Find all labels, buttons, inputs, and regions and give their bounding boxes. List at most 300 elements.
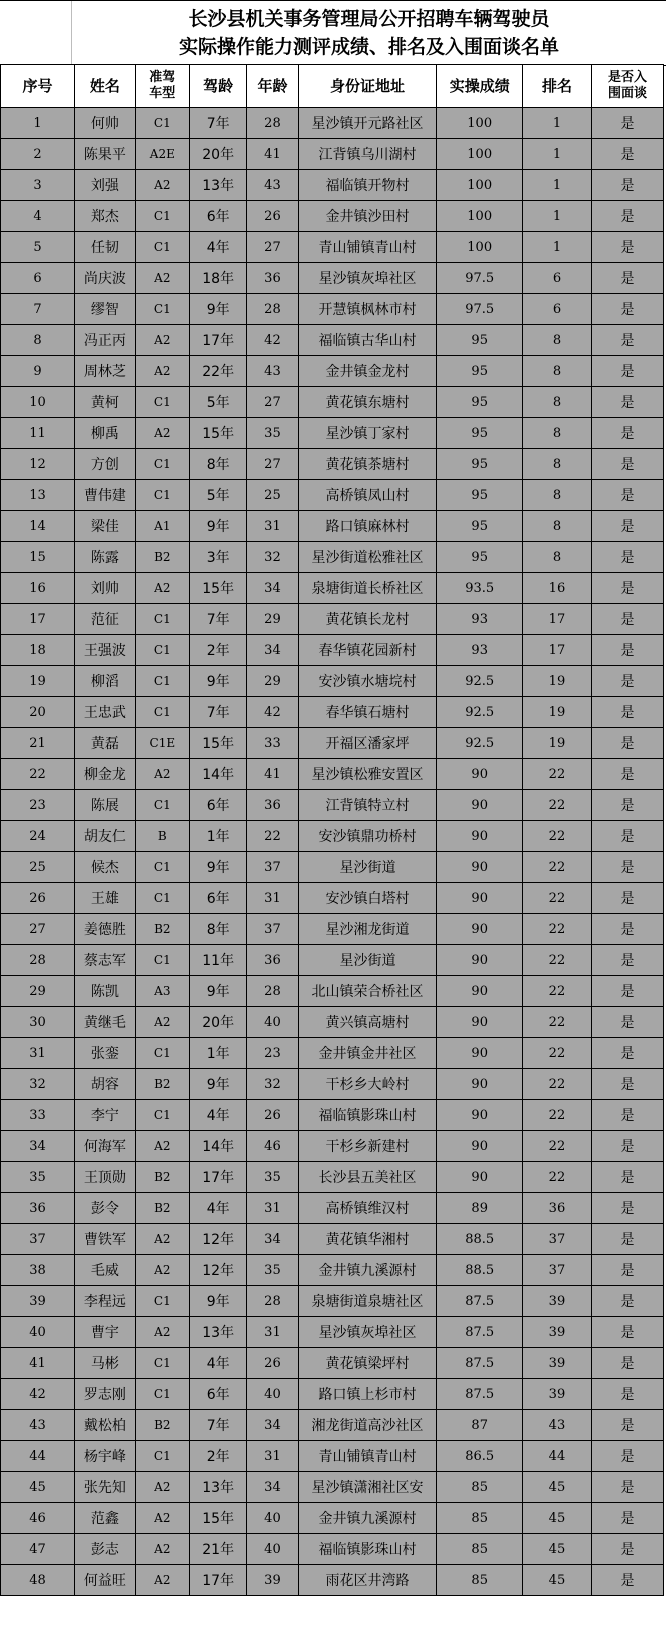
driving-years-cell: 4年 [189,1193,246,1224]
name-cell: 候杰 [75,852,136,883]
header-name: 姓名 [75,65,136,108]
score-cell: 90 [437,883,523,914]
rank-cell: 22 [523,914,592,945]
shortlist-cell: 是 [591,821,663,852]
score-cell: 95 [437,511,523,542]
driving-years-cell: 6年 [189,883,246,914]
license-cell: A2 [135,1007,189,1038]
header-rank: 排名 [523,65,592,108]
name-cell: 李宁 [75,1100,136,1131]
shortlist-cell: 是 [591,449,663,480]
name-cell: 彭志 [75,1534,136,1565]
license-cell: A2 [135,1565,189,1596]
table-row [1,1348,664,1379]
score-cell: 95 [437,418,523,449]
name-cell: 周林芝 [75,356,136,387]
score-cell: 95 [437,325,523,356]
license-cell: C1 [135,480,189,511]
age-cell: 31 [247,511,298,542]
rank-cell: 1 [523,201,592,232]
address-cell: 星沙镇开元路社区 [298,108,437,139]
age-cell: 31 [247,1441,298,1472]
address-cell: 金井镇九溪源村 [298,1503,437,1534]
score-cell: 95 [437,480,523,511]
table-row [1,976,664,1007]
table-row [1,108,664,139]
seq-cell: 7 [1,294,75,325]
age-cell: 37 [247,852,298,883]
driving-years-cell: 8年 [189,449,246,480]
license-cell: C1 [135,294,189,325]
license-cell: B2 [135,1410,189,1441]
rank-cell: 1 [523,139,592,170]
age-cell: 34 [247,635,298,666]
license-cell: C1 [135,201,189,232]
seq-cell: 19 [1,666,75,697]
license-cell: A2E [135,139,189,170]
name-cell: 黄磊 [75,728,136,759]
address-cell: 星沙街道松雅社区 [298,542,437,573]
age-cell: 40 [247,1007,298,1038]
age-cell: 28 [247,294,298,325]
name-cell: 何海军 [75,1131,136,1162]
license-cell: C1 [135,1286,189,1317]
seq-cell: 1 [1,108,75,139]
driving-years-cell: 20年 [189,139,246,170]
driving-years-cell: 9年 [189,852,246,883]
address-cell: 泉塘街道长桥社区 [298,573,437,604]
score-cell: 90 [437,1007,523,1038]
score-cell: 90 [437,1162,523,1193]
driving-years-cell: 22年 [189,356,246,387]
shortlist-cell: 是 [591,387,663,418]
name-cell: 黄柯 [75,387,136,418]
address-cell: 干杉乡大岭村 [298,1069,437,1100]
shortlist-cell: 是 [591,1441,663,1472]
address-cell: 金井镇金井社区 [298,1038,437,1069]
score-cell: 87.5 [437,1286,523,1317]
license-cell: B2 [135,1162,189,1193]
driving-years-cell: 7年 [189,1410,246,1441]
name-cell: 杨宇峰 [75,1441,136,1472]
address-cell: 湘龙街道高沙社区 [298,1410,437,1441]
score-cell: 87.5 [437,1348,523,1379]
seq-cell: 17 [1,604,75,635]
license-cell: A2 [135,1472,189,1503]
name-cell: 陈果平 [75,139,136,170]
table-row [1,139,664,170]
driving-years-cell: 11年 [189,945,246,976]
header-seq: 序号 [1,65,75,108]
seq-cell: 48 [1,1565,75,1596]
table-row [1,821,664,852]
license-cell: A2 [135,418,189,449]
license-cell: B2 [135,542,189,573]
score-cell: 88.5 [437,1255,523,1286]
seq-cell: 15 [1,542,75,573]
shortlist-cell: 是 [591,1007,663,1038]
table-row [1,790,664,821]
rank-cell: 8 [523,542,592,573]
address-cell: 江背镇乌川湖村 [298,139,437,170]
seq-cell: 45 [1,1472,75,1503]
rank-cell: 36 [523,1193,592,1224]
driving-years-cell: 4年 [189,232,246,263]
name-cell: 柳金龙 [75,759,136,790]
shortlist-cell: 是 [591,1224,663,1255]
table-row [1,418,664,449]
rank-cell: 22 [523,1131,592,1162]
shortlist-cell: 是 [591,1038,663,1069]
driving-years-cell: 15年 [189,573,246,604]
name-cell: 陈凯 [75,976,136,1007]
shortlist-cell: 是 [591,1472,663,1503]
seq-cell: 44 [1,1441,75,1472]
shortlist-cell: 是 [591,325,663,356]
name-cell: 胡友仁 [75,821,136,852]
table-row [1,325,664,356]
rank-cell: 39 [523,1286,592,1317]
seq-cell: 30 [1,1007,75,1038]
driving-years-cell: 9年 [189,666,246,697]
rank-cell: 22 [523,1069,592,1100]
table-row [1,511,664,542]
rank-cell: 19 [523,728,592,759]
shortlist-cell: 是 [591,511,663,542]
age-cell: 34 [247,573,298,604]
rank-cell: 22 [523,1038,592,1069]
age-cell: 23 [247,1038,298,1069]
address-cell: 星沙镇潇湘社区安 [298,1472,437,1503]
driving-years-cell: 4年 [189,1348,246,1379]
name-cell: 戴松柏 [75,1410,136,1441]
license-cell: A2 [135,1317,189,1348]
score-cell: 92.5 [437,697,523,728]
score-cell: 90 [437,945,523,976]
license-cell: A2 [135,1503,189,1534]
name-cell: 陈露 [75,542,136,573]
score-cell: 88.5 [437,1224,523,1255]
score-cell: 93 [437,635,523,666]
name-cell: 张先知 [75,1472,136,1503]
rank-cell: 22 [523,1007,592,1038]
name-cell: 曹宇 [75,1317,136,1348]
license-cell: C1 [135,1379,189,1410]
header-shortlist [591,65,663,108]
name-cell: 柳滔 [75,666,136,697]
table-row [1,1100,664,1131]
age-cell: 29 [247,666,298,697]
seq-cell: 27 [1,914,75,945]
shortlist-cell: 是 [591,542,663,573]
license-cell: C1 [135,697,189,728]
age-cell: 26 [247,201,298,232]
address-cell: 干杉乡新建村 [298,1131,437,1162]
driving-years-cell: 13年 [189,1317,246,1348]
seq-cell: 46 [1,1503,75,1534]
score-cell: 93 [437,604,523,635]
score-cell: 100 [437,201,523,232]
shortlist-cell: 是 [591,1317,663,1348]
license-cell: C1 [135,387,189,418]
age-cell: 27 [247,232,298,263]
table-row [1,1131,664,1162]
name-cell: 王雄 [75,883,136,914]
rank-cell: 22 [523,883,592,914]
name-cell: 何帅 [75,108,136,139]
shortlist-cell: 是 [591,1255,663,1286]
driving-years-cell: 7年 [189,604,246,635]
shortlist-cell: 是 [591,418,663,449]
license-cell: A2 [135,170,189,201]
table-row [1,1534,664,1565]
shortlist-cell: 是 [591,635,663,666]
table-row [1,1472,664,1503]
address-cell: 黄花镇长龙村 [298,604,437,635]
header-shortlist-line-1: 是否入 [607,70,647,85]
address-cell: 金井镇沙田村 [298,201,437,232]
shortlist-cell: 是 [591,1534,663,1565]
shortlist-cell: 是 [591,1100,663,1131]
name-cell: 尚庆波 [75,263,136,294]
address-cell: 安沙镇鼎功桥村 [298,821,437,852]
address-cell: 江背镇特立村 [298,790,437,821]
driving-years-cell: 6年 [189,201,246,232]
table-row [1,1379,664,1410]
table-row [1,852,664,883]
address-cell: 青山铺镇青山村 [298,1441,437,1472]
rank-cell: 22 [523,759,592,790]
age-cell: 43 [247,170,298,201]
license-cell: A2 [135,759,189,790]
seq-cell: 5 [1,232,75,263]
title-row [0,0,666,66]
driving-years-cell: 7年 [189,108,246,139]
shortlist-cell: 是 [591,573,663,604]
driving-years-cell: 20年 [189,1007,246,1038]
results-table [0,64,664,1596]
seq-cell: 28 [1,945,75,976]
age-cell: 41 [247,759,298,790]
address-cell: 金井镇九溪源村 [298,1255,437,1286]
header-license-line-1: 准驾 [149,70,176,85]
name-cell: 任韧 [75,232,136,263]
license-cell: A2 [135,263,189,294]
table-row [1,1007,664,1038]
age-cell: 37 [247,914,298,945]
seq-cell: 26 [1,883,75,914]
seq-cell: 25 [1,852,75,883]
score-cell: 90 [437,1069,523,1100]
address-cell: 星沙街道 [298,945,437,976]
shortlist-cell: 是 [591,1410,663,1441]
age-cell: 27 [247,449,298,480]
table-row [1,232,664,263]
driving-years-cell: 6年 [189,790,246,821]
name-cell: 黄继毛 [75,1007,136,1038]
name-cell: 曹伟建 [75,480,136,511]
name-cell: 王强波 [75,635,136,666]
table-row [1,883,664,914]
seq-cell: 34 [1,1131,75,1162]
license-cell: C1 [135,108,189,139]
table-row [1,1503,664,1534]
address-cell: 星沙湘龙街道 [298,914,437,945]
rank-cell: 37 [523,1224,592,1255]
table-row [1,1317,664,1348]
address-cell: 高桥镇维汉村 [298,1193,437,1224]
shortlist-cell: 是 [591,1193,663,1224]
driving-years-cell: 15年 [189,418,246,449]
address-cell: 金井镇金龙村 [298,356,437,387]
age-cell: 40 [247,1534,298,1565]
score-cell: 95 [437,449,523,480]
rank-cell: 17 [523,635,592,666]
license-cell: B2 [135,1069,189,1100]
driving-years-cell: 17年 [189,1565,246,1596]
driving-years-cell: 5年 [189,387,246,418]
score-cell: 90 [437,759,523,790]
score-cell: 92.5 [437,728,523,759]
age-cell: 25 [247,480,298,511]
name-cell: 缪智 [75,294,136,325]
shortlist-cell: 是 [591,480,663,511]
driving-years-cell: 15年 [189,1503,246,1534]
driving-years-cell: 3年 [189,542,246,573]
seq-cell: 40 [1,1317,75,1348]
age-cell: 34 [247,1410,298,1441]
age-cell: 42 [247,697,298,728]
score-cell: 86.5 [437,1441,523,1472]
rank-cell: 37 [523,1255,592,1286]
address-cell: 高桥镇凤山村 [298,480,437,511]
age-cell: 46 [247,1131,298,1162]
age-cell: 32 [247,1069,298,1100]
driving-years-cell: 18年 [189,263,246,294]
score-cell: 90 [437,1131,523,1162]
rank-cell: 43 [523,1410,592,1441]
seq-cell: 32 [1,1069,75,1100]
seq-cell: 16 [1,573,75,604]
name-cell: 范征 [75,604,136,635]
table-row [1,1069,664,1100]
age-cell: 36 [247,945,298,976]
age-cell: 34 [247,1472,298,1503]
seq-cell: 39 [1,1286,75,1317]
score-cell: 90 [437,914,523,945]
name-cell: 柳禹 [75,418,136,449]
name-cell: 胡容 [75,1069,136,1100]
name-cell: 郑杰 [75,201,136,232]
rank-cell: 8 [523,387,592,418]
seq-cell: 8 [1,325,75,356]
header-age: 年龄 [247,65,298,108]
shortlist-cell: 是 [591,914,663,945]
address-cell: 福临镇影珠山村 [298,1534,437,1565]
table-row [1,387,664,418]
rank-cell: 6 [523,294,592,325]
age-cell: 27 [247,387,298,418]
license-cell: C1 [135,449,189,480]
rank-cell: 1 [523,170,592,201]
seq-cell: 12 [1,449,75,480]
driving-years-cell: 8年 [189,914,246,945]
shortlist-cell: 是 [591,697,663,728]
license-cell: C1 [135,945,189,976]
table-row [1,1565,664,1596]
driving-years-cell: 14年 [189,1131,246,1162]
license-cell: C1 [135,1441,189,1472]
age-cell: 35 [247,1255,298,1286]
rank-cell: 22 [523,852,592,883]
license-cell: C1 [135,604,189,635]
name-cell: 刘帅 [75,573,136,604]
license-cell: A1 [135,511,189,542]
address-cell: 黄兴镇高塘村 [298,1007,437,1038]
name-cell: 马彬 [75,1348,136,1379]
rank-cell: 17 [523,604,592,635]
name-cell: 罗志刚 [75,1379,136,1410]
score-cell: 100 [437,232,523,263]
shortlist-cell: 是 [591,666,663,697]
name-cell: 王顶勋 [75,1162,136,1193]
age-cell: 39 [247,1565,298,1596]
driving-years-cell: 9年 [189,1286,246,1317]
rank-cell: 45 [523,1472,592,1503]
rank-cell: 22 [523,1162,592,1193]
driving-years-cell: 17年 [189,1162,246,1193]
rank-cell: 8 [523,325,592,356]
shortlist-cell: 是 [591,883,663,914]
seq-cell: 22 [1,759,75,790]
age-cell: 40 [247,1379,298,1410]
shortlist-cell: 是 [591,201,663,232]
score-cell: 90 [437,1100,523,1131]
table-row [1,263,664,294]
license-cell: A3 [135,976,189,1007]
score-cell: 87.5 [437,1317,523,1348]
license-cell: C1E [135,728,189,759]
seq-cell: 6 [1,263,75,294]
name-cell: 冯正丙 [75,325,136,356]
address-cell: 福临镇古华山村 [298,325,437,356]
score-cell: 85 [437,1472,523,1503]
rank-cell: 19 [523,666,592,697]
score-cell: 95 [437,356,523,387]
seq-cell: 20 [1,697,75,728]
age-cell: 36 [247,790,298,821]
license-cell: C1 [135,1100,189,1131]
driving-years-cell: 13年 [189,170,246,201]
table-row [1,542,664,573]
age-cell: 33 [247,728,298,759]
address-cell: 春华镇花园新村 [298,635,437,666]
score-cell: 85 [437,1565,523,1596]
rank-cell: 6 [523,263,592,294]
age-cell: 28 [247,1286,298,1317]
table-row [1,635,664,666]
table-row [1,914,664,945]
address-cell: 雨花区井湾路 [298,1565,437,1596]
shortlist-cell: 是 [591,294,663,325]
rank-cell: 1 [523,232,592,263]
name-cell: 何益旺 [75,1565,136,1596]
driving-years-cell: 9年 [189,976,246,1007]
name-cell: 王忠武 [75,697,136,728]
address-cell: 开福区潘家坪 [298,728,437,759]
rank-cell: 44 [523,1441,592,1472]
table-row [1,1224,664,1255]
